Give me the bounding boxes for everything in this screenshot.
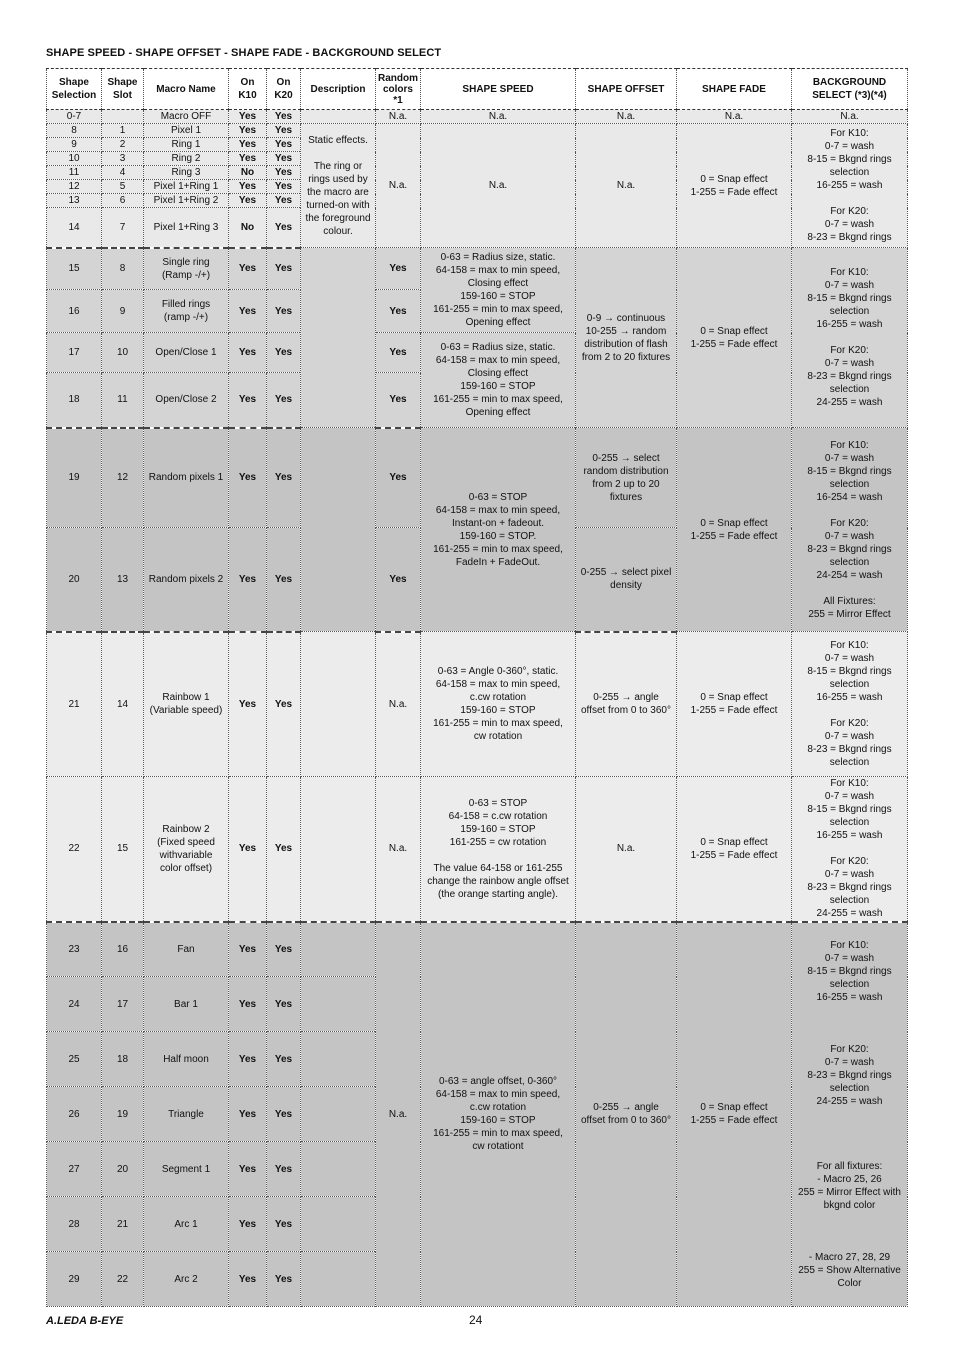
cell-macro-name: Rainbow 2 (Fixed speed withvariable color offset) <box>144 777 229 922</box>
cell-k20: Yes <box>267 208 301 248</box>
cell-macro-name: Pixel 1+Ring 3 <box>144 208 229 248</box>
cell-random: Yes <box>376 528 421 632</box>
cell-selection: 8 <box>47 124 102 138</box>
cell-speed: N.a. <box>421 110 576 124</box>
cell-speed: 0-63 = Radius size, static. 64-158 = max to min speed, Closing effect 159-160 = STOP 161-255 = min to max speed, Opening effect <box>421 248 576 333</box>
cell-description <box>301 1142 376 1197</box>
cell-speed: N.a. <box>421 124 576 248</box>
cell-description <box>301 777 376 922</box>
cell-slot: 15 <box>102 777 144 922</box>
cell-offset: 0-255 → angle offset from 0 to 360° <box>576 632 677 777</box>
cell-description <box>301 110 376 124</box>
cell-k10: No <box>229 208 267 248</box>
header-shape-offset: SHAPE OFFSET <box>576 69 677 110</box>
cell-k20: Yes <box>267 373 301 428</box>
cell-offset: 0-255 → angle offset from 0 to 360° <box>576 922 677 1307</box>
cell-description <box>301 1252 376 1307</box>
cell-fade: 0 = Snap effect 1-255 = Fade effect <box>677 632 792 777</box>
cell-k10: Yes <box>229 333 267 373</box>
cell-selection: 21 <box>47 632 102 777</box>
cell-selection: 28 <box>47 1197 102 1252</box>
cell-slot: 1 <box>102 124 144 138</box>
cell-k10: Yes <box>229 777 267 922</box>
header-shape-slot: Shape Slot <box>102 69 144 110</box>
cell-fade: 0 = Snap effect 1-255 = Fade effect <box>677 777 792 922</box>
cell-offset: N.a. <box>576 777 677 922</box>
cell-k10: Yes <box>229 180 267 194</box>
shape-parameters-table <box>46 68 908 1307</box>
cell-k10: No <box>229 166 267 180</box>
cell-slot: 18 <box>102 1032 144 1087</box>
cell-macro-name: Ring 3 <box>144 166 229 180</box>
cell-description: Static effects. The ring or rings used by the macro are turned-on with the foreground colour. <box>301 124 376 248</box>
cell-random: N.a. <box>376 922 421 1307</box>
cell-background: For K10: 0-7 = wash 8-15 = Bkgnd rings selection 16-255 = wash For K20: 0-7 = wash 8-23 = Bkgnd rings selection <box>792 632 908 777</box>
header-macro-name: Macro Name <box>144 69 229 110</box>
cell-speed: 0-63 = STOP 64-158 = c.cw rotation 159-160 = STOP 161-255 = cw rotation The value 64-158 or 161-255 change the rainbow angle offset (the orange starting angle). <box>421 777 576 922</box>
cell-k10: Yes <box>229 138 267 152</box>
cell-k20: Yes <box>267 1197 301 1252</box>
cell-selection: 22 <box>47 777 102 922</box>
cell-random: N.a. <box>376 124 421 248</box>
cell-selection: 14 <box>47 208 102 248</box>
cell-background: For K10: 0-7 = wash 8-15 = Bkgnd rings selection 16-255 = wash For K20: 0-7 = wash 8-23 = Bkgnd rings selection 24-255 = wash For all fixtures: - Macro 25, 26 255 = Mirror Effect with bkgnd color - Macro 27, 28, 29 255 = Show Alternative Color <box>792 922 908 1307</box>
cell-random: N.a. <box>376 632 421 777</box>
cell-random: Yes <box>376 290 421 333</box>
cell-slot: 4 <box>102 166 144 180</box>
cell-fade: 0 = Snap effect 1-255 = Fade effect <box>677 428 792 632</box>
cell-k10: Yes <box>229 194 267 208</box>
cell-k20: Yes <box>267 977 301 1032</box>
cell-k10: Yes <box>229 124 267 138</box>
page-title: SHAPE SPEED - SHAPE OFFSET - SHAPE FADE - BACKGROUND SELECT <box>46 47 442 59</box>
page-number: 24 <box>469 1313 483 1327</box>
cell-offset: N.a. <box>576 110 677 124</box>
cell-macro-name: Ring 1 <box>144 138 229 152</box>
cell-random: Yes <box>376 248 421 290</box>
cell-macro-name: Random pixels 2 <box>144 528 229 632</box>
cell-k20: Yes <box>267 194 301 208</box>
cell-selection: 20 <box>47 528 102 632</box>
cell-offset: 0-9 → continuous 10-255 → random distribution of flash from 2 to 20 fixtures <box>576 248 677 428</box>
cell-k10: Yes <box>229 1252 267 1307</box>
cell-macro-name: Single ring (Ramp -/+) <box>144 248 229 290</box>
cell-selection: 23 <box>47 922 102 977</box>
cell-k20: Yes <box>267 632 301 777</box>
cell-background: For K10: 0-7 = wash 8-15 = Bkgnd rings selection 16-254 = wash For K20: 0-7 = wash 8-23 = Bkgnd rings selection 24-254 = wash All Fixtures: 255 = Mirror Effect <box>792 428 908 632</box>
cell-random: N.a. <box>376 110 421 124</box>
cell-k20: Yes <box>267 152 301 166</box>
cell-slot: 7 <box>102 208 144 248</box>
cell-macro-name: Filled rings (ramp -/+) <box>144 290 229 333</box>
header-shape-speed: SHAPE SPEED <box>421 69 576 110</box>
header-shape-fade: SHAPE FADE <box>677 69 792 110</box>
cell-macro-name: Half moon <box>144 1032 229 1087</box>
cell-slot: 16 <box>102 922 144 977</box>
cell-description <box>301 1087 376 1142</box>
cell-slot: 14 <box>102 632 144 777</box>
cell-fade: N.a. <box>677 110 792 124</box>
cell-macro-name: Random pixels 1 <box>144 428 229 528</box>
cell-slot: 13 <box>102 528 144 632</box>
cell-selection: 11 <box>47 166 102 180</box>
table-row <box>47 922 908 977</box>
cell-random: Yes <box>376 373 421 428</box>
cell-k20: Yes <box>267 248 301 290</box>
cell-macro-name: Open/Close 2 <box>144 373 229 428</box>
cell-k10: Yes <box>229 110 267 124</box>
cell-k20: Yes <box>267 138 301 152</box>
cell-macro-name: Arc 1 <box>144 1197 229 1252</box>
cell-macro-name: Triangle <box>144 1087 229 1142</box>
cell-description <box>301 977 376 1032</box>
cell-macro-name: Open/Close 1 <box>144 333 229 373</box>
cell-random: Yes <box>376 428 421 528</box>
cell-offset: 0-255 → select pixel density <box>576 528 677 632</box>
header-shape-selection: Shape Selection <box>47 69 102 110</box>
cell-offset: 0-255 → select random distribution from 2 up to 20 fixtures <box>576 428 677 528</box>
cell-slot: 21 <box>102 1197 144 1252</box>
cell-macro-name: Macro OFF <box>144 110 229 124</box>
cell-selection: 9 <box>47 138 102 152</box>
cell-background: For K10: 0-7 = wash 8-15 = Bkgnd rings selection 16-255 = wash For K20: 0-7 = wash 8-23 = Bkgnd rings selection 24-255 = wash <box>792 777 908 922</box>
cell-selection: 29 <box>47 1252 102 1307</box>
header-description: Description <box>301 69 376 110</box>
cell-macro-name: Fan <box>144 922 229 977</box>
cell-k20: Yes <box>267 333 301 373</box>
cell-slot: 5 <box>102 180 144 194</box>
cell-k10: Yes <box>229 528 267 632</box>
cell-k20: Yes <box>267 290 301 333</box>
table-row <box>47 777 908 922</box>
header-random-colors: Random colors *1 <box>376 69 421 110</box>
cell-selection: 17 <box>47 333 102 373</box>
cell-k10: Yes <box>229 1087 267 1142</box>
cell-k10: Yes <box>229 977 267 1032</box>
cell-k20: Yes <box>267 180 301 194</box>
cell-k20: Yes <box>267 1252 301 1307</box>
cell-speed: 0-63 = Angle 0-360°, static. 64-158 = max to min speed, c.cw rotation 159-160 = STOP 161-255 = min to max speed, cw rotation <box>421 632 576 777</box>
cell-slot: 22 <box>102 1252 144 1307</box>
cell-selection: 25 <box>47 1032 102 1087</box>
cell-k20: Yes <box>267 110 301 124</box>
cell-macro-name: Pixel 1 <box>144 124 229 138</box>
cell-slot: 20 <box>102 1142 144 1197</box>
cell-k10: Yes <box>229 248 267 290</box>
header-on-k10: On K10 <box>229 69 267 110</box>
cell-description <box>301 632 376 777</box>
cell-selection: 19 <box>47 428 102 528</box>
cell-slot: 6 <box>102 194 144 208</box>
cell-macro-name: Segment 1 <box>144 1142 229 1197</box>
cell-k20: Yes <box>267 922 301 977</box>
cell-selection: 10 <box>47 152 102 166</box>
cell-random: Yes <box>376 333 421 373</box>
cell-macro-name: Arc 2 <box>144 1252 229 1307</box>
cell-slot: 17 <box>102 977 144 1032</box>
cell-k10: Yes <box>229 632 267 777</box>
table-row <box>47 632 908 777</box>
cell-fade: 0 = Snap effect 1-255 = Fade effect <box>677 248 792 428</box>
cell-k20: Yes <box>267 777 301 922</box>
cell-k20: Yes <box>267 124 301 138</box>
cell-description <box>301 428 376 632</box>
cell-k20: Yes <box>267 166 301 180</box>
cell-speed: 0-63 = angle offset, 0-360° 64-158 = max to min speed, c.cw rotation 159-160 = STOP 161-255 = min to max speed, cw rotationt <box>421 922 576 1307</box>
cell-random: N.a. <box>376 777 421 922</box>
cell-k10: Yes <box>229 922 267 977</box>
header-background-select: BACKGROUND SELECT (*3)(*4) <box>792 69 908 110</box>
cell-k20: Yes <box>267 528 301 632</box>
cell-k10: Yes <box>229 290 267 333</box>
cell-slot <box>102 110 144 124</box>
cell-slot: 8 <box>102 248 144 290</box>
cell-selection: 27 <box>47 1142 102 1197</box>
cell-k10: Yes <box>229 428 267 528</box>
cell-selection: 0-7 <box>47 110 102 124</box>
cell-k20: Yes <box>267 1032 301 1087</box>
cell-slot: 10 <box>102 333 144 373</box>
cell-k20: Yes <box>267 428 301 528</box>
cell-selection: 13 <box>47 194 102 208</box>
cell-speed: 0-63 = Radius size, static. 64-158 = max to min speed, Closing effect 159-160 = STOP 161-255 = min to max speed, Opening effect <box>421 333 576 428</box>
cell-speed: 0-63 = STOP 64-158 = max to min speed, Instant-on + fadeout. 159-160 = STOP. 161-255 = min to max speed, FadeIn + FadeOut. <box>421 428 576 632</box>
cell-description <box>301 248 376 428</box>
cell-k10: Yes <box>229 1032 267 1087</box>
cell-description <box>301 1197 376 1252</box>
table-header <box>47 69 908 110</box>
cell-k10: Yes <box>229 152 267 166</box>
footer-brand: A.LEDA B-EYE <box>46 1315 124 1327</box>
cell-macro-name: Pixel 1+Ring 1 <box>144 180 229 194</box>
cell-selection: 16 <box>47 290 102 333</box>
cell-slot: 11 <box>102 373 144 428</box>
cell-selection: 15 <box>47 248 102 290</box>
cell-description <box>301 1032 376 1087</box>
cell-selection: 26 <box>47 1087 102 1142</box>
cell-k10: Yes <box>229 1142 267 1197</box>
cell-macro-name: Pixel 1+Ring 2 <box>144 194 229 208</box>
cell-k20: Yes <box>267 1142 301 1197</box>
cell-slot: 9 <box>102 290 144 333</box>
cell-selection: 18 <box>47 373 102 428</box>
cell-macro-name: Ring 2 <box>144 152 229 166</box>
cell-slot: 3 <box>102 152 144 166</box>
cell-description <box>301 922 376 977</box>
table-row <box>47 124 908 138</box>
cell-selection: 12 <box>47 180 102 194</box>
cell-offset: N.a. <box>576 124 677 248</box>
cell-fade: 0 = Snap effect 1-255 = Fade effect <box>677 922 792 1307</box>
cell-background: For K10: 0-7 = wash 8-15 = Bkgnd rings selection 16-255 = wash For K20: 0-7 = wash 8-23 = Bkgnd rings <box>792 124 908 248</box>
cell-k20: Yes <box>267 1087 301 1142</box>
header-on-k20: On K20 <box>267 69 301 110</box>
cell-macro-name: Rainbow 1 (Variable speed) <box>144 632 229 777</box>
cell-selection: 24 <box>47 977 102 1032</box>
cell-slot: 2 <box>102 138 144 152</box>
cell-k10: Yes <box>229 1197 267 1252</box>
cell-slot: 12 <box>102 428 144 528</box>
cell-macro-name: Bar 1 <box>144 977 229 1032</box>
table-row <box>47 110 908 124</box>
table-row <box>47 428 908 528</box>
cell-slot: 19 <box>102 1087 144 1142</box>
table-row <box>47 248 908 290</box>
cell-background: N.a. <box>792 110 908 124</box>
cell-k10: Yes <box>229 373 267 428</box>
cell-background: For K10: 0-7 = wash 8-15 = Bkgnd rings selection 16-255 = wash For K20: 0-7 = wash 8-23 = Bkgnd rings selection 24-255 = wash <box>792 248 908 428</box>
cell-fade: 0 = Snap effect 1-255 = Fade effect <box>677 124 792 248</box>
